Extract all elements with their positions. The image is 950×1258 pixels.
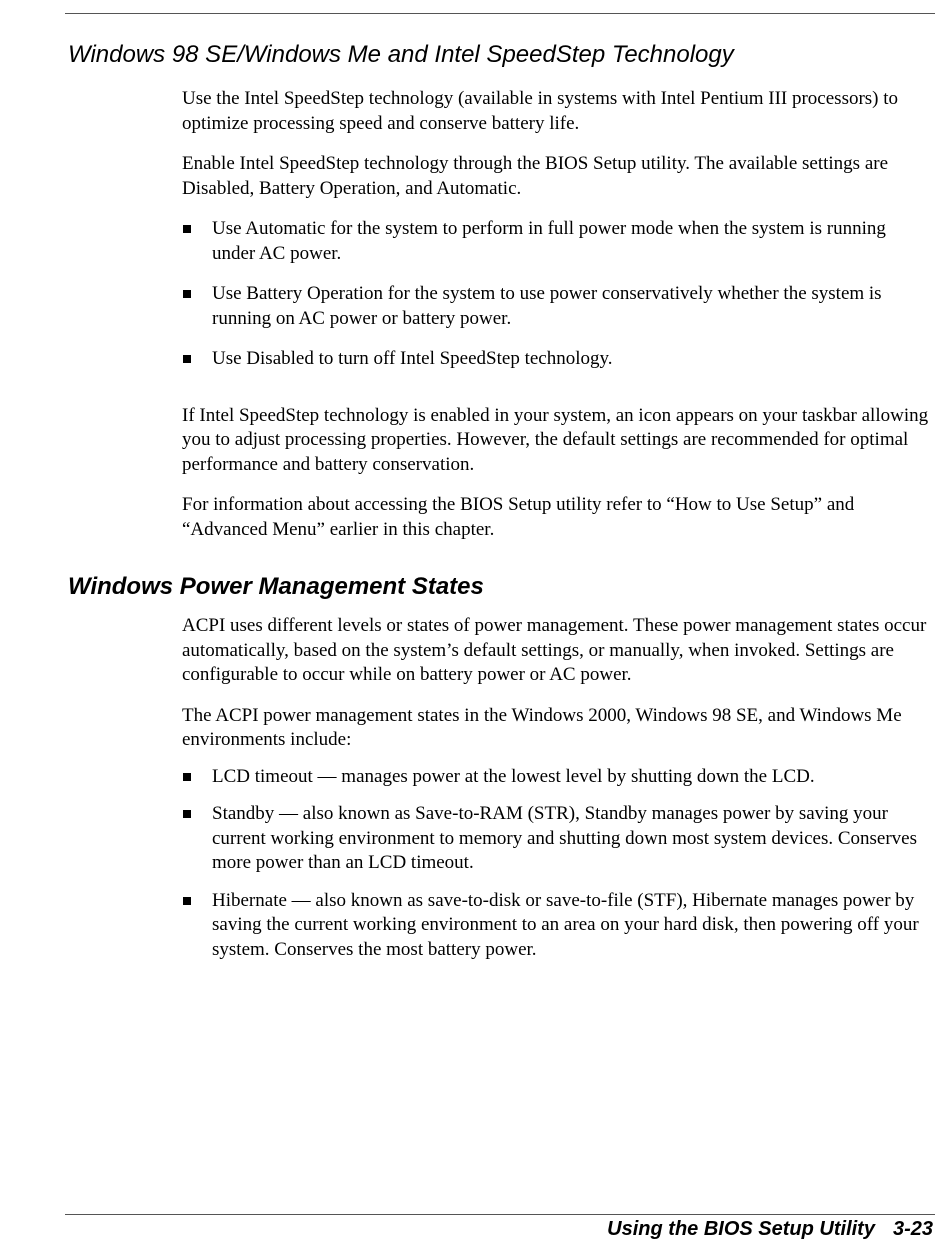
paragraph: The ACPI power management states in the Windows 2000, Windows 98 SE, and Windows Me environments include: — [182, 704, 902, 750]
square-bullet-icon — [183, 355, 191, 363]
square-bullet-icon — [183, 810, 191, 818]
page-number: 3-23 — [892, 1218, 933, 1240]
paragraph: If Intel SpeedStep technology is enabled in your system, an icon appears on your taskbar allowing you to adjust processing properties. However, the default settings are recommended for optimal performance and battery conservation. — [182, 404, 929, 475]
power-management-section — [0, 572, 950, 962]
list-item-text: LCD timeout — manages power at the lowest level by shutting down the LCD. — [212, 765, 815, 787]
section-body — [182, 614, 932, 962]
square-bullet-icon — [183, 290, 191, 298]
paragraph: For information about accessing the BIOS Setup utility refer to “How to Use Setup” and “Advanced Menu” earlier in this chapter. — [182, 494, 855, 540]
list-item-text: Standby — also known as Save-to-RAM (STR), Standby manages power by saving your current working environment to memory and shutting down most system devices. Conserves more power than an LCD timeout. — [212, 803, 917, 873]
speedstep-section — [0, 40, 950, 542]
page-footer — [607, 1215, 933, 1243]
list-item-text: Use Disabled to turn off Intel SpeedStep technology. — [212, 348, 613, 369]
paragraph: Enable Intel SpeedStep technology through the BIOS Setup utility. The available settings are Disabled, Battery Operation, and Automatic. — [182, 153, 889, 199]
list-item — [182, 217, 932, 266]
list-item-text: Hibernate — also known as save-to-disk or save-to-file (STF), Hibernate manages power by saving the current working environment to an area on your hard disk, then powering off your system. Conserves the most battery power. — [212, 889, 919, 960]
section-body — [182, 87, 932, 542]
section-heading-speedstep: Windows 98 SE/Windows Me and Intel SpeedStep Technology — [68, 41, 734, 68]
speedstep-settings-list — [182, 217, 932, 372]
footer-chapter-title: Using the BIOS Setup Utility — [607, 1218, 875, 1240]
paragraph: ACPI uses different levels or states of power management. These power management states occur automatically, based on the system’s default settings, or manually, when invoked. Settings are configurable to occur while on battery power or AC power. — [182, 615, 927, 685]
list-item — [182, 889, 932, 963]
list-item-text: Use Battery Operation for the system to use power conservatively whether the system is running on AC power or battery power. — [212, 283, 882, 329]
list-item — [182, 765, 932, 790]
square-bullet-icon — [183, 225, 191, 233]
square-bullet-icon — [183, 773, 191, 781]
section-heading-power-states: Windows Power Management States — [68, 573, 484, 600]
list-item — [182, 802, 932, 876]
list-item — [182, 282, 932, 331]
power-states-list — [182, 765, 932, 963]
top-rule — [65, 13, 935, 14]
square-bullet-icon — [183, 897, 191, 905]
list-item-text: Use Automatic for the system to perform in full power mode when the system is running under AC power. — [212, 218, 886, 264]
paragraph: Use the Intel SpeedStep technology (available in systems with Intel Pentium III processors) to optimize processing speed and conserve battery life. — [182, 88, 899, 134]
list-item — [182, 347, 932, 372]
